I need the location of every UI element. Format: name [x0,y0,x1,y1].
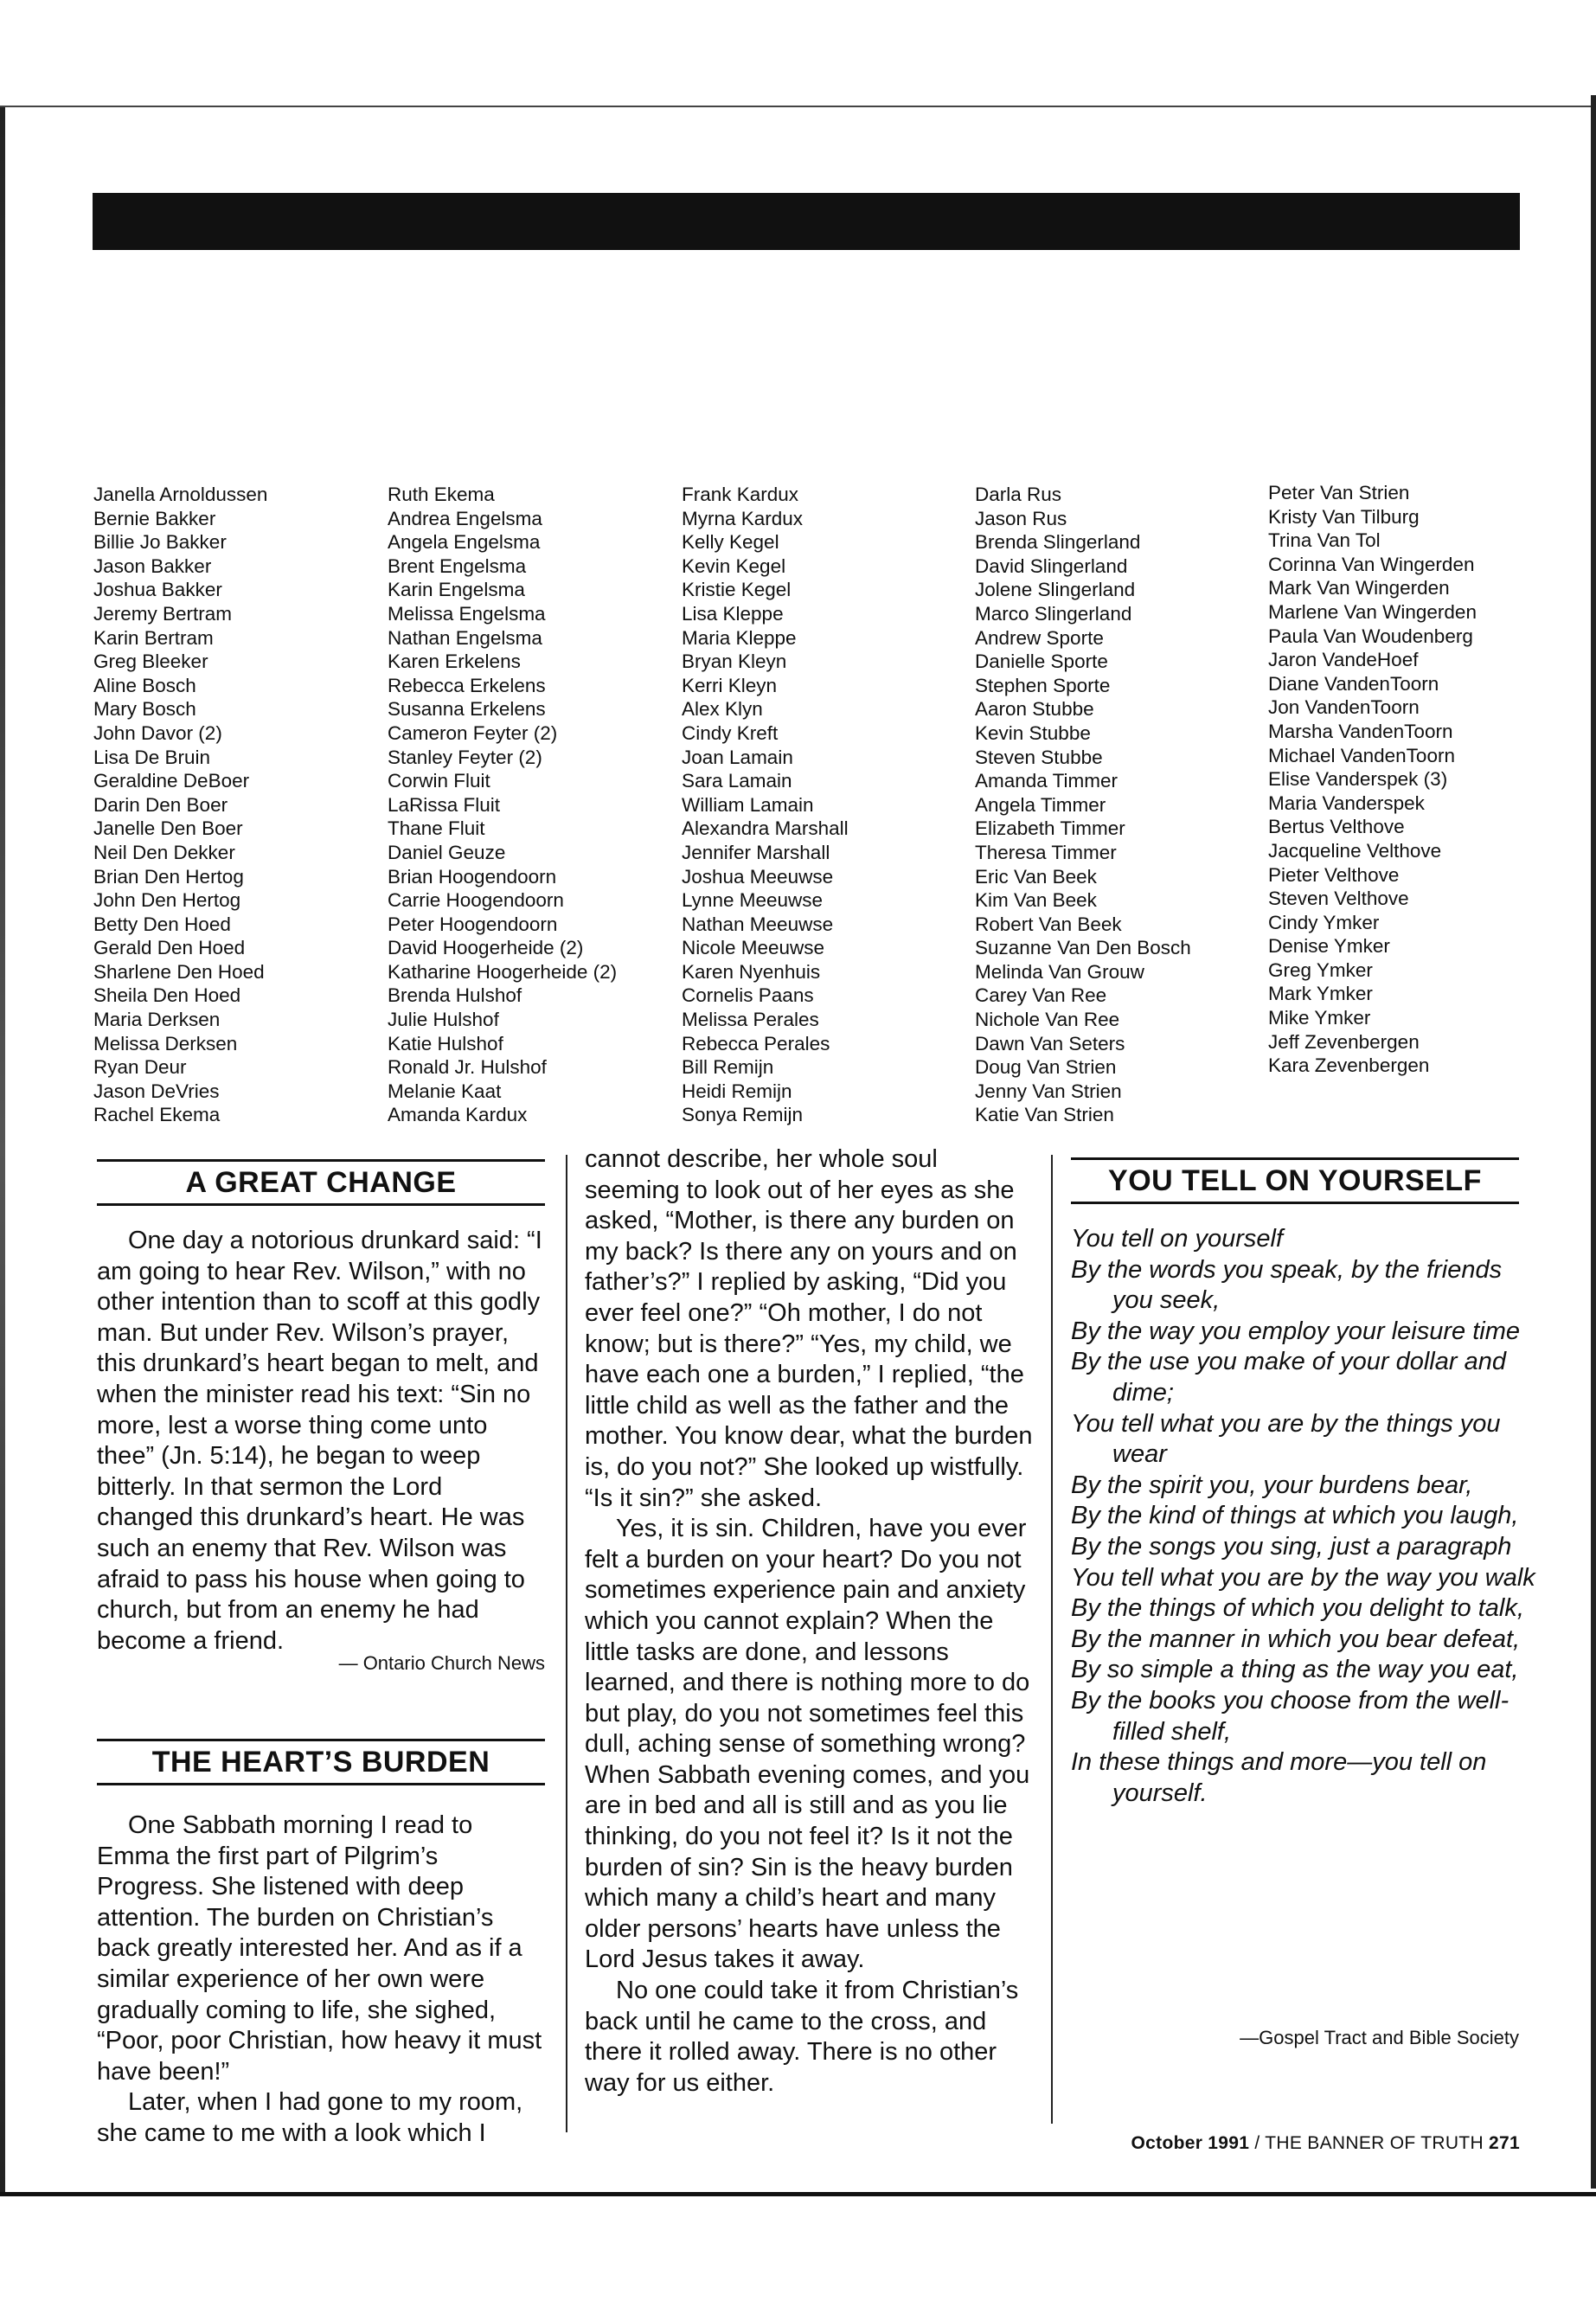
name-entry: Carrie Hoogendoorn [388,889,564,912]
name-entry: Alexandra Marshall [682,817,849,840]
name-entry: Gerald Den Hoed [93,937,246,959]
name-entry: Betty Den Hoed [93,913,231,935]
name-entry: Jon VandenToorn [1268,696,1420,719]
name-entry: Nathan Meeuwse [682,913,834,935]
name-entry: Jacqueline Velthove [1268,839,1442,862]
column-divider-2 [1051,1155,1053,2124]
name-entry: Pieter Velthove [1268,863,1400,886]
name-entry: Brenda Slingerland [975,531,1141,554]
name-entry: Jolene Slingerland [975,579,1136,601]
name-column-1 [93,483,379,1127]
name-entry: Daniel Geuze [388,841,506,863]
name-entry: Michael VandenToorn [1268,744,1455,766]
name-entry: Rachel Ekema [93,1104,221,1126]
name-entry: Theresa Timmer [975,841,1117,863]
great-change-credit: — Ontario Church News [338,1652,545,1674]
name-entry: Ruth Ekema [388,484,495,505]
name-entry: Frank Kardux [682,484,799,505]
poem-line: By the songs you sing, just a paragraph [1071,1532,1512,1561]
name-entry: Angela Engelsma [388,531,541,554]
name-entry: Kara Zevenbergen [1268,1054,1430,1077]
name-entry: Jeff Zevenbergen [1268,1030,1420,1053]
hearts-burden-p4: Yes, it is sin. Children, have you ever felt a burden on your heart? Do you not sometimes experience pain and anxiety which you cannot explain? When the little tasks are done, and lessons learned, and there is nothing more to do but play, do you not sometimes feel this dull, aching sense of something wrong? When Sabbath evening comes, and you are in bed and all is still and as you lie thinking, do you not feel it? Is it not the burden of sin? Sin is the heavy burden which many a child’s heart and many older persons’ hearts have unless the Lord Jesus takes it away. [585,1515,1030,1974]
poem-line: In these things and more—you tell on yourself. [1071,1748,1487,1807]
name-entry: Joshua Meeuwse [682,865,834,888]
name-entry: Sharlene Den Hoed [93,960,265,983]
name-entry: Suzanne Van Den Bosch [975,937,1191,959]
name-entry: Cornelis Paans [682,984,814,1007]
name-entry: Melanie Kaat [388,1080,502,1102]
name-entry: Kelly Kegel [682,531,779,554]
name-entry: Cameron Feyter (2) [388,721,558,744]
name-entry: Elizabeth Timmer [975,817,1125,840]
name-entry: Jason DeVries [93,1080,220,1102]
poem-line: By the words you speak, by the friends you seek, [1071,1255,1503,1315]
footer-publication: / THE BANNER OF TRUTH [1254,2133,1484,2153]
name-entry: Bill Remijn [682,1056,774,1079]
name-entry: Karen Nyenhuis [682,960,821,983]
name-entry: Jason Rus [975,507,1067,529]
hearts-burden-p1: One Sabbath morning I read to Emma the first part of Pilgrim’s Progress. She listened with deep attention. The burden on Christian’s back greatly interested her. And as if a similar experience of her own were gradually coming to life, she sighed, “Poor, poor Christian, how heavy it must have been!” [97,1811,542,2086]
name-entry: Myrna Kardux [682,507,804,529]
name-entry: John Davor (2) [93,721,222,744]
hearts-burden-p3: cannot describe, her whole soul seeming to look out of her eyes as she asked, “Mother, is there any burden on my back? Is there any on yours and on father’s?” I replied by asking, “Did you ever feel one?” “Oh mother, I do not know; but is there?” “Yes, my child, we have each one a burden,” I replied, “the little child as well as the father and the mother. You know dear, what the burden is, do you not?” She looked up wistfully. “Is it sin?” she asked. [585,1145,1033,1512]
name-entry: Cindy Kreft [682,721,779,744]
footer-page-number: 271 [1489,2133,1520,2153]
you-tell-poem [1071,1224,1538,1809]
name-entry: Paula Van Woudenberg [1268,625,1473,647]
hearts-burden-title: THE HEART’S BURDEN [97,1739,545,1785]
name-entry: David Hoogerheide (2) [388,937,584,959]
name-entry: Stephen Sporte [975,674,1111,696]
name-entry: Katie Van Strien [975,1104,1114,1126]
name-entry: Mary Bosch [93,698,196,721]
name-entry: Maria Vanderspek [1268,792,1425,814]
name-entry: Corwin Fluit [388,770,490,792]
name-entry: Melissa Engelsma [388,602,546,625]
name-entry: Brian Hoogendoorn [388,865,557,888]
name-entry: Melissa Derksen [93,1032,238,1054]
name-entry: Peter Van Strien [1268,482,1410,503]
name-entry: Lynne Meeuwse [682,889,824,912]
name-entry: Bernie Bakker [93,507,216,529]
name-entry: Brent Engelsma [388,554,527,577]
poem-line: By the spirit you, your burdens bear, [1071,1471,1473,1499]
name-entry: Carey Van Ree [975,984,1107,1007]
name-entry: Kerri Kleyn [682,674,778,696]
name-entry: Amanda Kardux [388,1104,528,1126]
name-entry: Elise Vanderspek (3) [1268,768,1448,791]
hearts-burden-col1 [97,1811,545,2150]
name-entry: Geraldine DeBoer [93,770,250,792]
name-entry: Sheila Den Hoed [93,984,241,1007]
name-entry: Rebecca Erkelens [388,674,546,696]
name-entry: Darla Rus [975,484,1062,505]
name-entry: Lisa De Bruin [93,746,211,768]
name-entry: Greg Bleeker [93,651,208,673]
name-entry: Thane Fluit [388,817,485,840]
name-entry: Peter Hoogendoorn [388,913,558,935]
name-entry: Maria Kleppe [682,626,797,649]
name-entry: Mark Van Wingerden [1268,577,1450,599]
name-entry: Jason Bakker [93,554,212,577]
name-entry: Robert Van Beek [975,913,1122,935]
header-bar [93,193,1520,250]
name-entry: Greg Ymker [1268,958,1373,981]
poem-line: By so simple a thing as the way you eat, [1071,1656,1519,1684]
name-entry: Bertus Velthove [1268,816,1405,838]
name-entry: Kim Van Beek [975,889,1097,912]
name-entry: Marsha VandenToorn [1268,720,1453,742]
name-entry: Ryan Deur [93,1056,187,1079]
name-entry: Amanda Timmer [975,770,1118,792]
page-left-edge [0,107,5,2192]
name-entry: Mike Ymker [1268,1007,1371,1029]
name-entry: Janella Arnoldussen [93,484,268,505]
name-entry: Eric Van Beek [975,865,1097,888]
name-entry: Heidi Remijn [682,1080,792,1102]
poem-line: By the use you make of your dollar and dime; [1071,1348,1506,1407]
name-entry: Melinda Van Grouw [975,960,1144,983]
name-entry: LaRissa Fluit [388,793,501,816]
name-entry: Kristy Van Tilburg [1268,505,1420,528]
name-entry: Karen Erkelens [388,651,521,673]
poem-line: By the books you choose from the well-filled shelf, [1071,1686,1509,1746]
poem-line: By the things of which you delight to talk, [1071,1594,1524,1623]
name-entry: Nichole Van Ree [975,1009,1120,1031]
name-entry: Danielle Sporte [975,651,1108,673]
name-entry: Katie Hulshof [388,1032,503,1054]
name-entry: Ronald Jr. Hulshof [388,1056,547,1079]
poem-line: You tell what you are by the way you walk [1071,1563,1535,1592]
name-entry: Doug Van Strien [975,1056,1117,1079]
name-entry: Joan Lamain [682,746,793,768]
name-entry: Andrea Engelsma [388,507,542,529]
name-entry: Julie Hulshof [388,1009,499,1031]
name-entry: Dawn Van Seters [975,1032,1125,1054]
name-entry: Jennifer Marshall [682,841,830,863]
name-entry: Kevin Kegel [682,554,786,577]
name-entry: Lisa Kleppe [682,602,784,625]
name-entry: Aaron Stubbe [975,698,1094,721]
name-entry: Diane VandenToorn [1268,672,1439,695]
page-footer [1038,2133,1520,2154]
name-entry: Katharine Hoogerheide (2) [388,960,618,983]
name-entry: Melissa Perales [682,1009,819,1031]
name-entry: Andrew Sporte [975,626,1104,649]
great-change-body [97,1226,545,1657]
name-entry: William Lamain [682,793,814,816]
name-entry: Kristie Kegel [682,579,792,601]
poem-line: You tell on yourself [1071,1225,1284,1253]
name-entry: John Den Hertog [93,889,241,912]
name-entry: Corinna Van Wingerden [1268,553,1475,575]
name-column-3 [682,483,967,1127]
name-column-2 [388,483,673,1127]
name-entry: Marco Slingerland [975,602,1132,625]
name-entry: Maria Derksen [93,1009,221,1031]
name-entry: Mark Ymker [1268,983,1373,1005]
footer-date: October 1991 [1131,2133,1250,2153]
page-right-edge [1591,95,1596,2189]
name-entry: Darin Den Boer [93,793,228,816]
name-entry: Stanley Feyter (2) [388,746,542,768]
name-entry: Kevin Stubbe [975,721,1091,744]
hearts-burden-p5: No one could take it from Christian’s back until he came to the cross, and there it rolled away. There is no other way for us either. [585,1977,1019,2097]
name-entry: Jaron VandeHoef [1268,649,1419,671]
you-tell-credit: —Gospel Tract and Bible Society [1240,2027,1519,2048]
name-entry: Cindy Ymker [1268,911,1380,933]
name-column-4 [975,483,1260,1127]
name-entry: Nathan Engelsma [388,626,542,649]
name-column-5 [1268,481,1554,1078]
name-entry: Nicole Meeuwse [682,937,825,959]
name-entry: Susanna Erkelens [388,698,546,721]
name-entry: Karin Bertram [93,626,214,649]
name-entry: Sonya Remijn [682,1104,804,1126]
name-entry: Jeremy Bertram [93,602,233,625]
name-entry: Steven Velthove [1268,888,1409,910]
poem-line: By the kind of things at which you laugh, [1071,1502,1519,1530]
poem-line: By the manner in which you bear defeat, [1071,1625,1521,1653]
name-entry: Trina Van Tol [1268,529,1381,552]
name-entry: Billie Jo Bakker [93,531,227,554]
name-entry: Neil Den Dekker [93,841,235,863]
name-entry: Rebecca Perales [682,1032,830,1054]
name-entry: Brian Den Hertog [93,865,244,888]
top-rule [0,106,1596,107]
name-entry: Joshua Bakker [93,579,222,601]
poem-line: By the way you employ your leisure time [1071,1317,1520,1345]
name-entry: Sara Lamain [682,770,792,792]
poem-line: You tell what you are by the things you wear [1071,1409,1501,1469]
name-entry: Steven Stubbe [975,746,1103,768]
hearts-burden-p2: Later, when I had gone to my room, she came to me with a look which I [97,2088,523,2147]
name-entry: Marlene Van Wingerden [1268,600,1477,623]
name-entry: Alex Klyn [682,698,763,721]
name-entry: Karin Engelsma [388,579,525,601]
name-entry: Bryan Kleyn [682,651,787,673]
great-change-title: A GREAT CHANGE [97,1159,545,1206]
great-change-paragraph: One day a notorious drunkard said: “I am going to hear Rev. Wilson,” with no other intention than to scoff at this godly man. But under Rev. Wilson’s prayer, this drunkard’s heart began to melt, and when the minister read his text: “Sin no more, lest a worse thing come unto thee” (Jn. 5:14), he began to weep bitterly. In that sermon the Lord changed this drunkard’s heart. He was such an enemy that Rev. Wilson was afraid to pass his house when going to church, but from an enemy he had become a friend. [97,1227,542,1655]
you-tell-title: YOU TELL ON YOURSELF [1071,1157,1519,1204]
name-entry: Denise Ymker [1268,935,1390,958]
name-entry: Aline Bosch [93,674,196,696]
name-entry: Janelle Den Boer [93,817,243,840]
name-entry: David Slingerland [975,554,1128,577]
name-entry: Angela Timmer [975,793,1106,816]
column-divider-1 [566,1155,567,2132]
hearts-burden-col2 [585,1144,1033,2099]
name-entry: Brenda Hulshof [388,984,522,1007]
name-entry: Jenny Van Strien [975,1080,1122,1102]
bottom-rule [0,2192,1596,2196]
